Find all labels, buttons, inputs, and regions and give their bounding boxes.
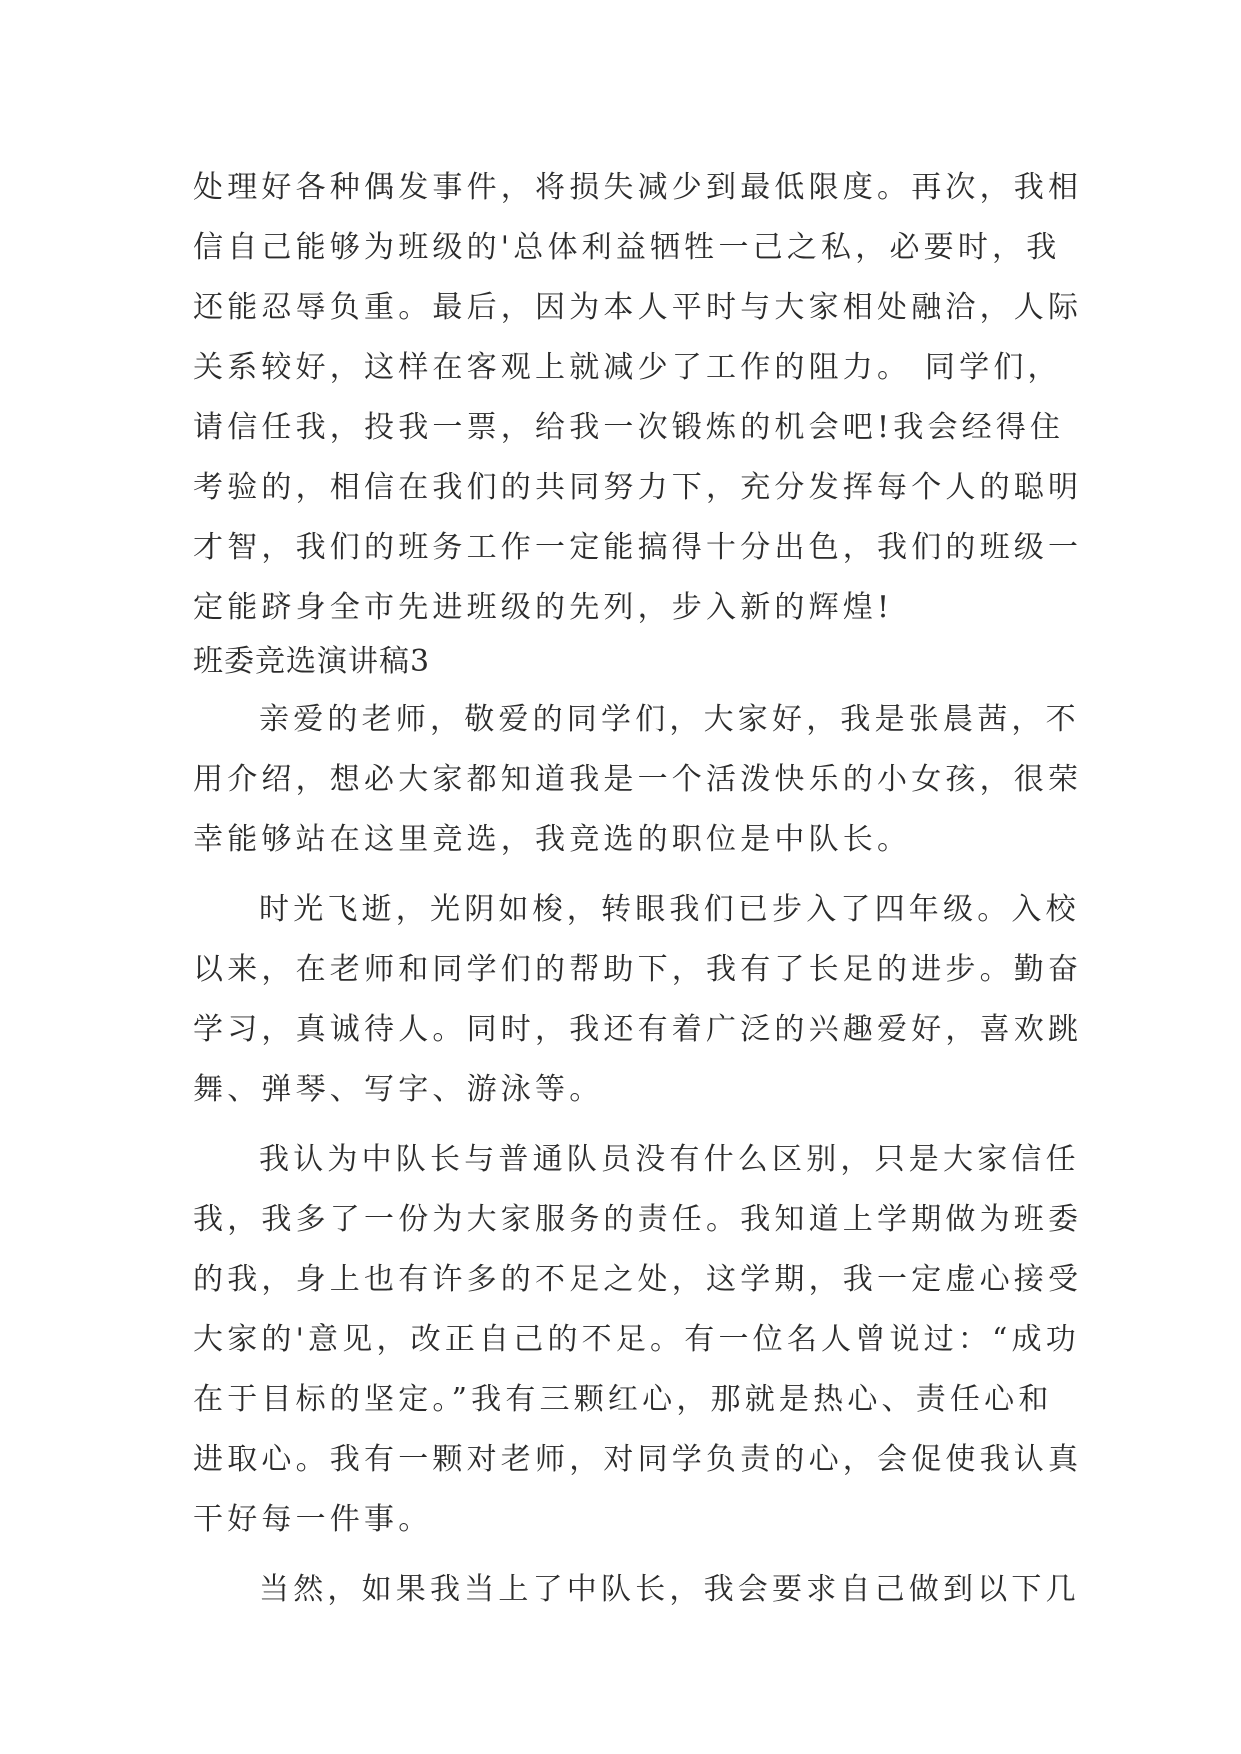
- paragraph-first-line: 亲爱的老师，敬爱的同学们，大家好，我是张晨茜，不: [259, 702, 1080, 737]
- paragraph-spacing: [193, 1120, 1053, 1130]
- paragraph-spacing: [193, 1550, 1053, 1560]
- text-line: 学习，真诚待人。同时，我还有着广泛的兴趣爱好，喜欢跳: [193, 1012, 1083, 1047]
- text-line: 的我，身上也有许多的不足之处，这学期，我一定虚心接受: [193, 1262, 1083, 1297]
- text-line: 信自己能够为班级的'总体利益牺牲一己之私，必要时，我: [193, 230, 1061, 265]
- text-line: 舞、弹琴、写字、游泳等。: [193, 1072, 604, 1107]
- document-body: [193, 158, 1083, 1620]
- paragraph-first-line: 我认为中队长与普通队员没有什么区别，只是大家信任: [259, 1142, 1080, 1177]
- text-line: 用介绍，想必大家都知道我是一个活泼快乐的小女孩，很荣: [193, 762, 1083, 797]
- text-line: 请信任我，投我一票，给我一次锻炼的机会吧!我会经得住: [193, 410, 1065, 445]
- text-line: 幸能够站在这里竞选，我竞选的职位是中队长。: [193, 822, 912, 857]
- text-line: 大家的'意见，改正自己的不足。有一位名人曾说过：“成功: [193, 1322, 1080, 1357]
- text-line: 我，我多了一份为大家服务的责任。我知道上学期做为班委: [193, 1202, 1083, 1237]
- text-line: 定能跻身全市先进班级的先列，步入新的辉煌!: [193, 590, 894, 625]
- text-line: 考验的，相信在我们的共同努力下，充分发挥每个人的聪明: [193, 470, 1083, 505]
- text-line: 还能忍辱负重。最后，因为本人平时与大家相处融洽，人际: [193, 290, 1083, 325]
- text-line: 关系较好，这样在客观上就减少了工作的阻力。 同学们，: [193, 350, 1062, 385]
- paragraph-first-line: 时光飞逝，光阴如梭，转眼我们已步入了四年级。入校: [259, 892, 1080, 927]
- text-line: 干好每一件事。: [193, 1502, 433, 1537]
- section-title: 班委竞选演讲稿3: [193, 644, 431, 679]
- text-line: 进取心。我有一颗对老师，对同学负责的心，会促使我认真: [193, 1442, 1083, 1477]
- text-line: 处理好各种偶发事件，将损失减少到最低限度。再次，我相: [193, 170, 1083, 205]
- paragraph-first-line: 当然，如果我当上了中队长，我会要求自己做到以下几: [259, 1572, 1080, 1607]
- text-line: 在于目标的坚定。”我有三颗红心，那就是热心、责任心和: [193, 1382, 1053, 1417]
- text-line: 才智，我们的班务工作一定能搞得十分出色，我们的班级一: [193, 530, 1083, 565]
- text-line: 以来，在老师和同学们的帮助下，我有了长足的进步。勤奋: [193, 952, 1083, 987]
- paragraph-spacing: [193, 870, 1053, 880]
